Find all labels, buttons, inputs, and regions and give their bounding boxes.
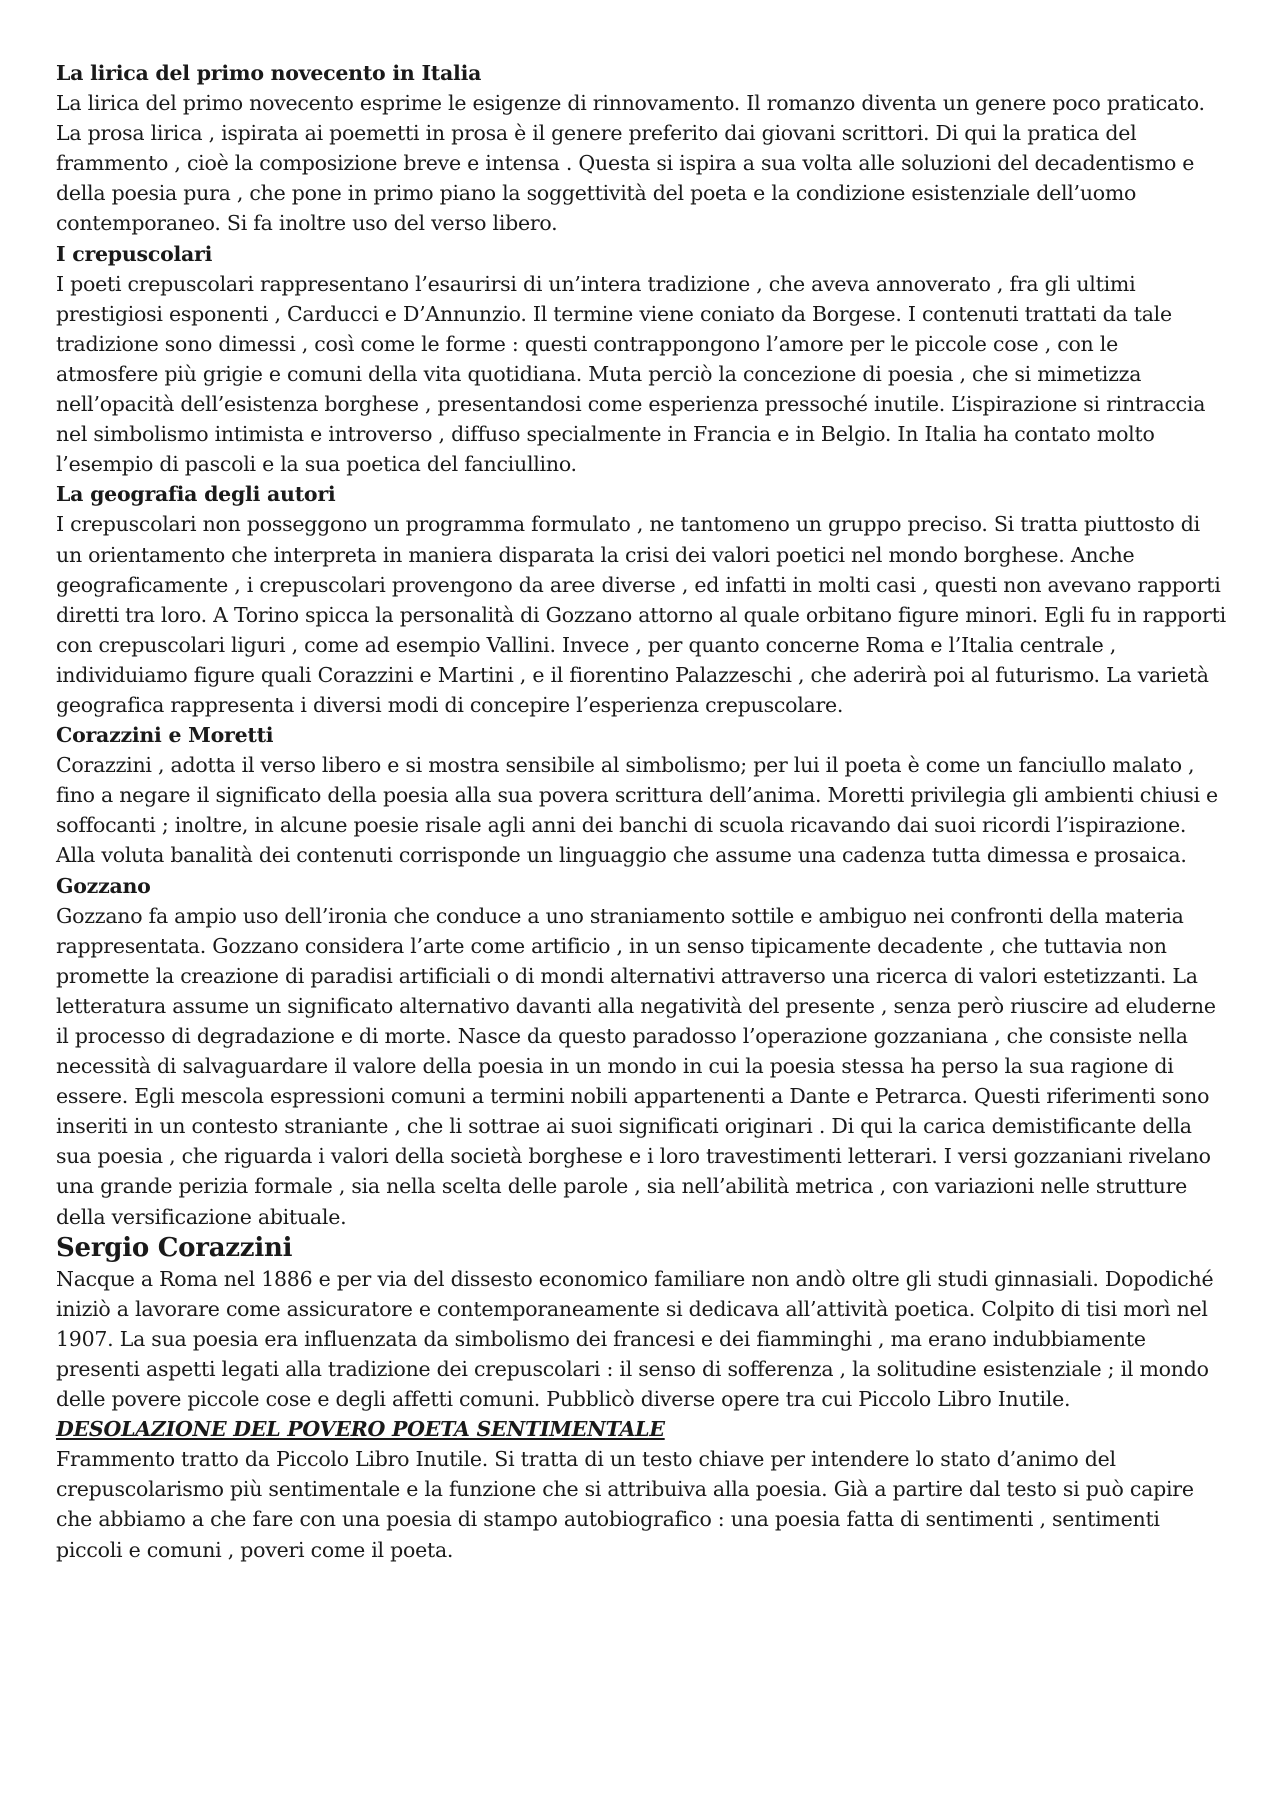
section-heading-corazzini-moretti: Corazzini e Moretti [56, 723, 274, 748]
section-heading-sergio-corazzini: Sergio Corazzini [56, 1232, 293, 1263]
section-body-crepuscolari: I poeti crepuscolari rappresentano l’esaurirsi di un’intera tradizione , che aveva annoverato , fra gli ultimi prestigiosi esponenti , Carducci e D’Annunzio. Il termine viene coniato da Borgese. I contenuti trattati da tale tradizione sono dimessi , così come le forme : questi contrappongono l’amore per le piccole cose , con le atmosfere più grigie e comuni della vita quotidiana. Muta perciò la concezione di poesia , che si mimetizza nell’opacità dell’esistenza borghese , presentandosi come esperienza pressoché inutile. L’ispirazione si rintraccia nel simbolismo intimista e introverso , diffuso specialmente in Francia e in Belgio. In Italia ha contato molto l’esempio di pascoli e la sua poetica del fanciullino. [56, 271, 1206, 477]
section-heading-gozzano: Gozzano [56, 873, 151, 898]
document-page [56, 58, 1226, 1565]
section-body-gozzano: Gozzano fa ampio uso dell’ironia che conduce a uno straniamento sottile e ambiguo nei confronti della materia rappresentata. Gozzano considera l’arte come artificio , in un senso tipicamente decadente , che tuttavia non promette la creazione di paradisi artificiali o di mondi alternativi attraverso una ricerca di valori estetizzanti. La letteratura assume un significato alternativo davanti alla negatività del presente , senza però riuscire ad eluderne il processo di degradazione e di morte. Nasce da questo paradosso l’operazione gozzaniana , che consiste nella necessità di salvaguardare il valore della poesia in un mondo in cui la poesia stessa ha perso la sua ragione di essere. Egli mescola espressioni comuni a termini nobili appartenenti a Dante e Petrarca. Questi riferimenti sono inseriti in un contesto straniante , che li sottrae ai suoi significati originari . Di qui la carica demistificante della sua poesia , che riguarda i valori della società borghese e i loro travestimenti letterari. I versi gozzaniani rivelano una grande perizia formale , sia nella scelta delle parole , sia nell’abilità metrica , con variazioni nelle strutture della versificazione abituale. [56, 903, 1216, 1229]
section-heading-crepuscolari: I crepuscolari [56, 241, 213, 266]
section-body-geografia: I crepuscolari non posseggono un programma formulato , ne tantomeno un gruppo preciso. Si tratta piuttosto di un orientamento che interpreta in maniera disparata la crisi dei valori poetici nel mondo borghese. Anche geograficamente , i crepuscolari provengono da aree diverse , ed infatti in molti casi , questi non avevano rapporti diretti tra loro. A Torino spicca la personalità di Gozzano attorno al quale orbitano figure minori. Egli fu in rapporti con crepuscolari liguri , come ad esempio Vallini. Invece , per quanto concerne Roma e l’Italia centrale , individuiamo figure quali Corazzini e Martini , e il fiorentino Palazzeschi , che aderirà poi al futurismo. La varietà geografica rappresenta i diversi modi di concepire l’esperienza crepuscolare. [56, 512, 1226, 717]
section-body-sergio-corazzini: Nacque a Roma nel 1886 e per via del dissesto economico familiare non andò oltre gli studi ginnasiali. Dopodiché iniziò a lavorare come assicuratore e contemporaneamente si dedicava all’attività poetica. Colpito di tisi morì nel 1907. La sua poesia era influenzata da simbolismo dei francesi e dei fiamminghi , ma erano indubbiamente presenti aspetti legati alla tradizione dei crepuscolari : il senso di sofferenza , la solitudine esistenziale ; il mondo delle povere piccole cose e degli affetti comuni. Pubblicò diverse opere tra cui Piccolo Libro Inutile. [56, 1266, 1214, 1412]
section-heading-geografia: La geografia degli autori [56, 482, 336, 507]
section-body-desolazione: Frammento tratto da Piccolo Libro Inutile. Si tratta di un testo chiave per intendere lo stato d’animo del crepuscolarismo più sentimentale e la funzione che si attribuiva alla poesia. Già a partire dal testo si può capire che abbiamo a che fare con una poesia di stampo autobiografico : una poesia fatta di sentimenti , sentimenti piccoli e comuni , poveri come il poeta. [56, 1447, 1194, 1562]
section-body-corazzini-moretti: Corazzini , adotta il verso libero e si mostra sensibile al simbolismo; per lui il poeta è come un fanciullo malato , fino a negare il significato della poesia alla sua povera scrittura dell’anima. Moretti privilegia gli ambienti chiusi e soffocanti ; inoltre, in alcune poesie risale agli anni dei banchi di scuola ricavando dai suoi ricordi l’ispirazione. Alla voluta banalità dei contenuti corrisponde un linguaggio che assume una cadenza tutta dimessa e prosaica. [56, 753, 1218, 868]
section-body-lirica: La lirica del primo novecento esprime le esigenze di rinnovamento. Il romanzo diventa un genere poco praticato. La prosa lirica , ispirata ai poemetti in prosa è il genere preferito dai giovani scrittori. Di qui la pratica del frammento , cioè la composizione breve e intensa . Questa si ispira a sua volta alle soluzioni del decadentismo e della poesia pura , che pone in primo piano la soggettività del poeta e la condizione esistenziale dell’uomo contemporaneo. Si fa inoltre uso del verso libero. [56, 91, 1205, 236]
section-heading-lirica: La lirica del primo novecento in Italia [56, 61, 482, 85]
section-heading-desolazione: DESOLAZIONE DEL POVERO POETA SENTIMENTALE [56, 1417, 665, 1442]
